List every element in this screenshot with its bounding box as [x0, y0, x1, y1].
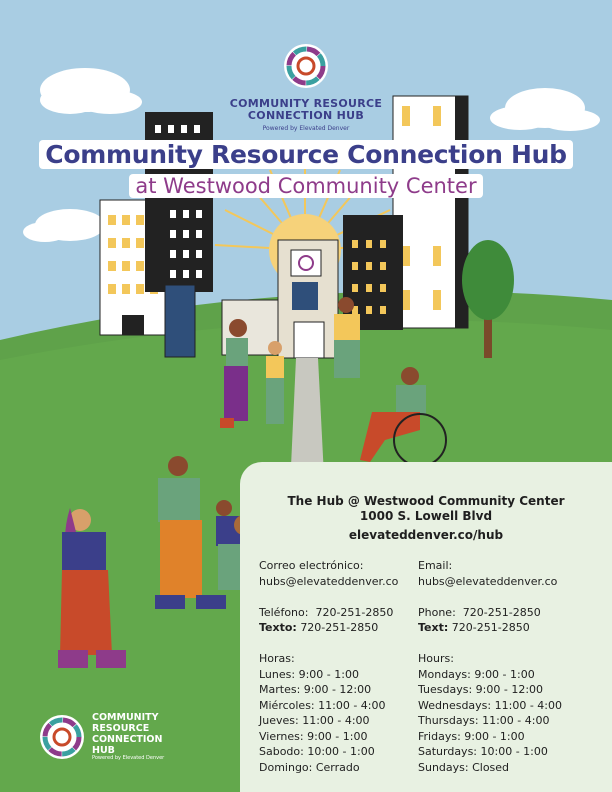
building-dark-tall — [145, 112, 213, 292]
es-hours-item: Miércoles: 11:00 - 4:00 — [259, 698, 386, 712]
page-title — [0, 140, 612, 169]
en-hours-item: Thursdays: 11:00 - 4:00 — [418, 714, 550, 727]
en-phone-value[interactable]: 720-251-2850 — [462, 605, 541, 619]
brand-name-line-1: COMMUNITY RESOURCE — [229, 97, 383, 110]
es-phone-label: Teléfono: — [259, 605, 309, 619]
en-hours-item: Mondays: 9:00 - 1:00 — [418, 667, 535, 681]
brand-footer-line-2: RESOURCE — [92, 723, 150, 734]
hub-logo-icon — [284, 44, 328, 88]
es-phone-value[interactable]: 720-251-2850 — [315, 605, 394, 619]
brand-footer-line-1: COMMUNITY — [92, 712, 159, 723]
es-hours-item: Lunes: 9:00 - 1:00 — [259, 667, 359, 681]
page-subtitle — [0, 174, 612, 198]
building-right-dark — [343, 215, 403, 330]
en-text-label: Text: — [418, 621, 449, 634]
en-email-link[interactable]: hubs@elevateddenver.co — [418, 574, 558, 588]
english-column — [418, 558, 608, 775]
es-text-row — [259, 620, 429, 636]
es-text-label: Texto: — [259, 621, 297, 634]
en-hours-item: Saturdays: 10:00 - 1:00 — [418, 745, 548, 758]
en-text-value[interactable]: 720-251-2850 — [451, 621, 530, 634]
hub-logo-bottom-icon — [40, 715, 84, 759]
partner-name: Elevated Denver — [299, 125, 350, 132]
location-url-link[interactable]: elevateddenver.co/hub — [348, 528, 504, 542]
brand-name — [0, 98, 612, 122]
brand-footer-partner: Elevated Denver — [122, 755, 165, 761]
es-email-link[interactable]: hubs@elevateddenver.co — [259, 574, 399, 588]
es-phone-row — [259, 605, 429, 621]
es-email-label: Correo electrónico: — [259, 559, 364, 572]
brand-footer-line-3: CONNECTION — [92, 734, 163, 745]
powered-by — [0, 125, 612, 132]
es-hours-item: Martes: 9:00 - 12:00 — [259, 683, 372, 696]
brand-name-line-2: CONNECTION HUB — [247, 109, 365, 122]
en-hours-item: Fridays: 9:00 - 1:00 — [418, 729, 525, 743]
brand-footer-powered-label: Powered by — [92, 755, 121, 761]
en-hours-item: Wednesdays: 11:00 - 4:00 — [418, 698, 562, 712]
spanish-column — [259, 558, 429, 775]
es-hours-item: Jueves: 11:00 - 4:00 — [259, 714, 370, 727]
location-name: The Hub @ Westwood Community Center — [287, 494, 565, 508]
location-address: 1000 S. Lowell Blvd — [359, 509, 493, 523]
es-hours-item: Viernes: 9:00 - 1:00 — [259, 729, 368, 743]
page-subtitle-text: at Westwood Community Center — [129, 174, 482, 198]
en-text-row — [418, 620, 608, 636]
en-hours-item: Tuesdays: 9:00 - 12:00 — [418, 683, 544, 696]
en-email-label: Email: — [418, 559, 453, 572]
page-title-text: Community Resource Connection Hub — [39, 140, 572, 169]
es-hours-item: Sabodo: 10:00 - 1:00 — [259, 745, 375, 758]
es-text-value[interactable]: 720-251-2850 — [300, 621, 379, 634]
info-panel — [240, 462, 612, 792]
es-hours-item: Domingo: Cerrado — [259, 760, 360, 774]
en-phone-label: Phone: — [418, 605, 456, 619]
en-hours-label: Hours: — [418, 652, 454, 665]
es-hours-label: Horas: — [259, 652, 295, 665]
en-hours-item: Sundays: Closed — [418, 760, 510, 774]
powered-by-label: Powered by — [262, 125, 298, 132]
brand-footer-name — [92, 712, 202, 756]
brand-footer-line-4: HUB — [92, 745, 115, 756]
solar-panel — [165, 285, 195, 357]
brand-footer-powered — [92, 755, 164, 761]
en-phone-row — [418, 605, 608, 621]
